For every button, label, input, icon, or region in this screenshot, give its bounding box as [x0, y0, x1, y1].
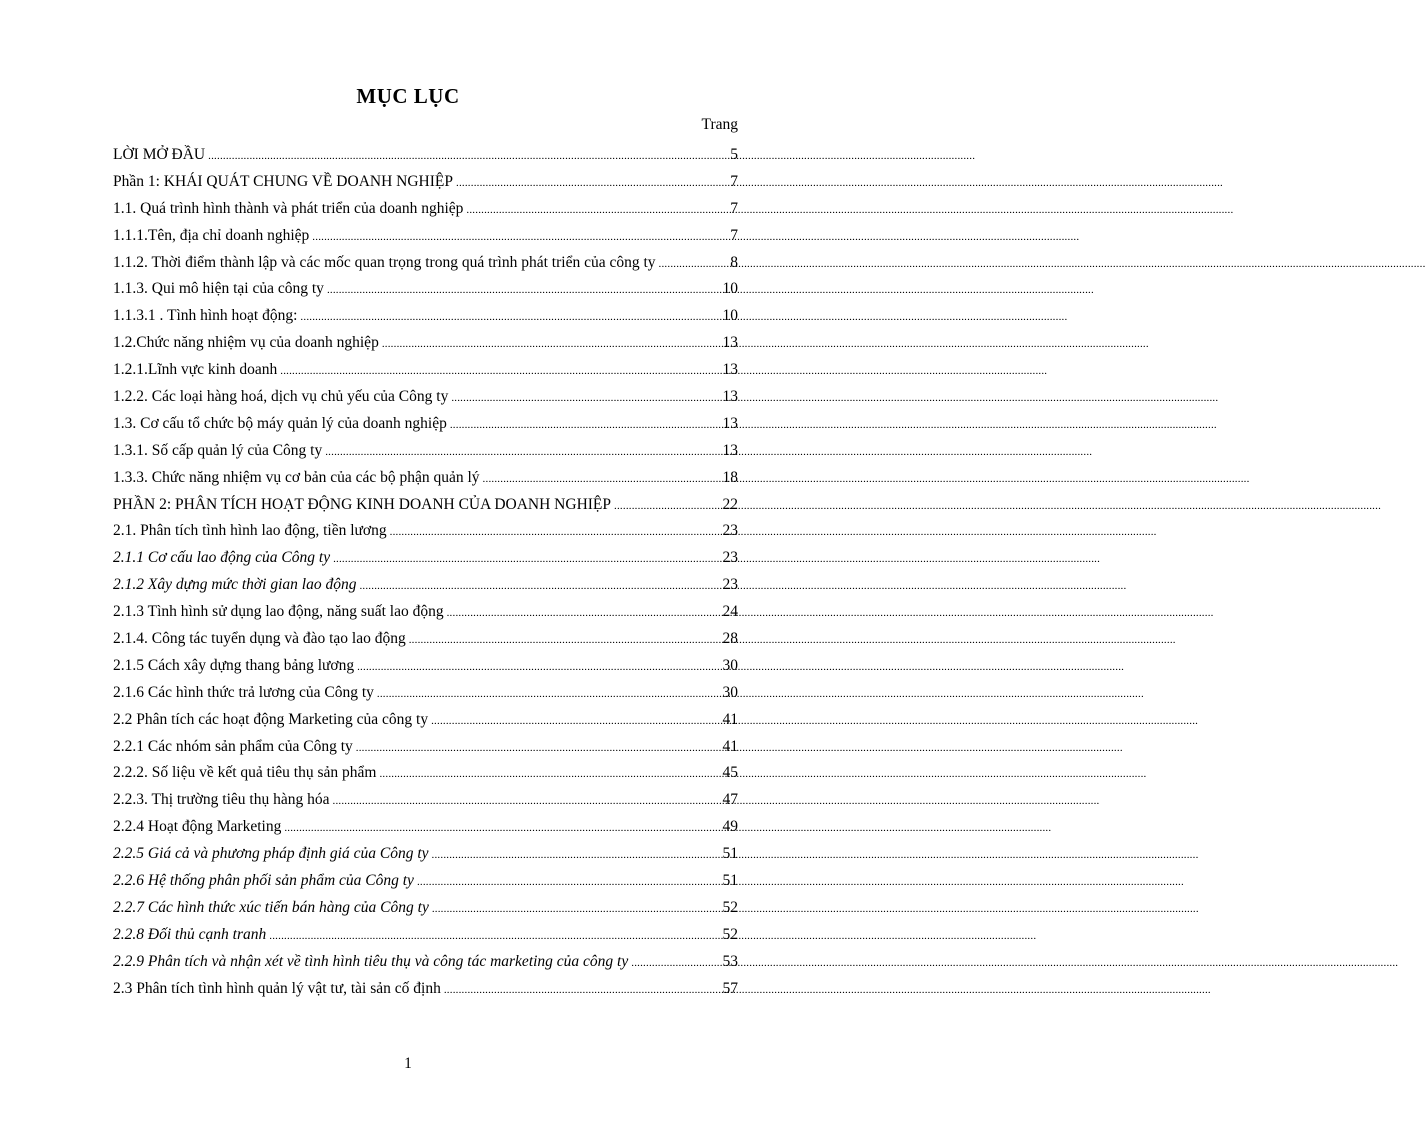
table-of-contents	[113, 142, 738, 1003]
toc-entry-page: 49	[722, 818, 738, 836]
toc-entry-title: 2.2 Phân tích các hoạt động Marketing của công ty	[113, 710, 429, 728]
toc-entry[interactable]	[113, 196, 738, 223]
toc-entry[interactable]	[113, 142, 738, 169]
dot-leader	[377, 681, 716, 708]
toc-entry-title: 2.1.2 Xây dựng mức thời gian lao động	[113, 576, 357, 594]
toc-entry-page: 10	[722, 307, 738, 325]
toc-entry-page: 28	[722, 630, 738, 648]
toc-entry-title: 1.1.3.1 . Tình hình hoạt động:	[113, 307, 298, 325]
toc-entry-page: 30	[722, 683, 738, 701]
toc-entry-page: 10	[722, 280, 738, 298]
dot-leader	[312, 224, 716, 251]
toc-entry-page: 8	[730, 253, 738, 271]
toc-entry[interactable]	[113, 841, 738, 868]
toc-entry-title: 1.1.2. Thời điểm thành lập và các mốc quan trọng trong quá trình phát triển của công ty	[113, 253, 656, 271]
toc-entry[interactable]	[113, 976, 738, 1003]
dot-leader	[451, 385, 716, 412]
toc-entry-page: 23	[722, 522, 738, 540]
toc-entry-page: 7	[730, 226, 738, 244]
dot-leader	[357, 654, 716, 681]
toc-entry-page: 51	[722, 845, 738, 863]
toc-entry[interactable]	[113, 411, 738, 438]
toc-entry-page: 47	[722, 791, 738, 809]
toc-entry-page: 23	[722, 549, 738, 567]
toc-entry-title: 2.2.8 Đối thủ cạnh tranh	[113, 925, 267, 943]
dot-leader	[431, 708, 716, 735]
toc-entry-page: 5	[730, 146, 738, 163]
toc-entry[interactable]	[113, 787, 738, 814]
dot-leader	[333, 546, 716, 573]
page-number: 1	[404, 1055, 412, 1072]
toc-entry[interactable]	[113, 814, 738, 841]
toc-entry-title: LỜI MỞ ĐẦU	[113, 146, 206, 163]
dot-leader	[208, 143, 716, 170]
toc-entry-page: 13	[722, 388, 738, 406]
toc-entry[interactable]	[113, 465, 738, 492]
toc-entry-page: 13	[722, 414, 738, 432]
toc-entry-title: 1.3.3. Chức năng nhiệm vụ cơ bản của các bộ phận quản lý	[113, 468, 480, 486]
toc-entry-title: PHẦN 2: PHÂN TÍCH HOẠT ĐỘNG KINH DOANH CỦA DOANH NGHIỆP	[113, 495, 612, 513]
toc-entry[interactable]	[113, 518, 738, 545]
dot-leader	[417, 869, 716, 896]
toc-entry[interactable]	[113, 922, 738, 949]
toc-entry-title: 1.2.1.Lĩnh vực kinh doanh	[113, 361, 278, 379]
dot-leader	[614, 493, 716, 520]
dot-leader	[631, 950, 716, 977]
toc-entry-title: 2.1.3 Tình hình sử dụng lao động, năng suất lao động	[113, 603, 444, 621]
toc-entry-title: 2.1. Phân tích tình hình lao động, tiền lương	[113, 522, 387, 540]
toc-entry[interactable]	[113, 545, 738, 572]
dot-leader	[659, 251, 716, 278]
dot-leader	[327, 277, 716, 304]
toc-entry-title: 2.2.6 Hệ thống phân phối sản phẩm của Công ty	[113, 872, 414, 890]
toc-entry[interactable]	[113, 626, 738, 653]
toc-entry[interactable]	[113, 707, 738, 734]
toc-entry[interactable]	[113, 357, 738, 384]
toc-entry-title: 2.2.5 Giá cả và phương pháp định giá của Công ty	[113, 845, 429, 863]
toc-entry-page: 24	[722, 603, 738, 621]
toc-entry[interactable]	[113, 250, 738, 277]
toc-entry-page: 41	[722, 710, 738, 728]
dot-leader	[269, 923, 716, 950]
toc-entry[interactable]	[113, 276, 738, 303]
dot-leader	[409, 627, 716, 654]
toc-entry[interactable]	[113, 895, 738, 922]
toc-entry-title: 2.1.5 Cách xây dựng thang bảng lương	[113, 656, 355, 674]
toc-entry-page: 22	[722, 495, 738, 513]
dot-leader	[359, 573, 716, 600]
toc-entry-page: 41	[722, 737, 738, 755]
toc-entry-title: 2.2.4 Hoạt động Marketing	[113, 818, 282, 836]
dot-leader	[284, 815, 716, 842]
toc-entry[interactable]	[113, 223, 738, 250]
toc-entry-page: 45	[722, 764, 738, 782]
toc-entry[interactable]	[113, 599, 738, 626]
page-title: MỤC LỤC	[356, 84, 460, 108]
toc-entry[interactable]	[113, 303, 738, 330]
dot-leader	[432, 896, 716, 923]
dot-leader	[444, 977, 716, 1004]
toc-entry-page: 52	[722, 898, 738, 916]
toc-entry[interactable]	[113, 734, 738, 761]
toc-entry[interactable]	[113, 330, 738, 357]
dot-leader	[379, 761, 716, 788]
toc-entry-title: 1.1. Quá trình hình thành và phát triển của doanh nghiệp	[113, 199, 464, 217]
toc-entry-title: 1.2.2. Các loại hàng hoá, dịch vụ chủ yếu của Công ty	[113, 388, 449, 406]
toc-entry-title: 2.2.3. Thị trường tiêu thụ hàng hóa	[113, 791, 330, 809]
toc-entry[interactable]	[113, 492, 738, 519]
toc-entry-title: 1.1.3. Qui mô hiện tại của công ty	[113, 280, 324, 298]
dot-leader	[280, 358, 716, 385]
toc-entry-title: 1.1.1.Tên, địa chỉ doanh nghiệp	[113, 226, 310, 244]
dot-leader	[432, 842, 716, 869]
toc-entry[interactable]	[113, 760, 738, 787]
toc-entry[interactable]	[113, 868, 738, 895]
dot-leader	[300, 304, 716, 331]
toc-entry-page: 13	[722, 334, 738, 352]
toc-entry-title: 2.1.4. Công tác tuyển dụng và đào tạo lao động	[113, 630, 406, 648]
dot-leader	[356, 735, 716, 762]
toc-entry-title: 1.3. Cơ cấu tổ chức bộ máy quản lý của doanh nghiệp	[113, 414, 447, 432]
toc-entry-title: 2.1.1 Cơ cấu lao động của Công ty	[113, 549, 331, 567]
dot-leader	[456, 170, 716, 197]
toc-entry[interactable]	[113, 384, 738, 411]
toc-entry[interactable]	[113, 169, 738, 196]
toc-entry-page: 18	[722, 468, 738, 486]
toc-entry-title: 1.2.Chức năng nhiệm vụ của doanh nghiệp	[113, 334, 379, 352]
toc-entry[interactable]	[113, 438, 738, 465]
toc-entry-title: Phần 1: KHÁI QUÁT CHUNG VỀ DOANH NGHIỆP	[113, 172, 453, 190]
toc-entry-page: 13	[722, 361, 738, 379]
toc-entry[interactable]	[113, 653, 738, 680]
dot-leader	[325, 439, 716, 466]
dot-leader	[466, 197, 716, 224]
dot-leader	[382, 331, 716, 358]
toc-entry-page: 23	[722, 576, 738, 594]
toc-entry-page: 7	[730, 172, 738, 190]
toc-entry-page: 13	[722, 441, 738, 459]
toc-entry-page: 57	[722, 979, 738, 997]
toc-entry-page: 30	[722, 656, 738, 674]
toc-entry-page: 7	[730, 199, 738, 217]
toc-entry[interactable]	[113, 680, 738, 707]
toc-entry-title: 2.2.2. Số liệu về kết quả tiêu thụ sản phẩm	[113, 764, 377, 782]
toc-entry-title: 2.2.9 Phân tích và nhận xét về tình hình tiêu thụ và công tác marketing của công ty	[113, 952, 629, 970]
toc-entry-title: 2.3 Phân tích tình hình quản lý vật tư, tài sản cố định	[113, 979, 441, 997]
toc-entry-title: 1.3.1. Số cấp quản lý của Công ty	[113, 441, 323, 459]
dot-leader	[450, 412, 716, 439]
dot-leader	[483, 466, 716, 493]
toc-entry-page: 52	[722, 925, 738, 943]
dot-leader	[390, 519, 716, 546]
toc-entry[interactable]	[113, 949, 738, 976]
toc-entry-page: 53	[722, 952, 738, 970]
page-column-label: Trang	[701, 116, 738, 133]
toc-entry-page: 51	[722, 872, 738, 890]
toc-entry[interactable]	[113, 572, 738, 599]
dot-leader	[447, 600, 716, 627]
dot-leader	[333, 788, 717, 815]
toc-entry-title: 2.2.7 Các hình thức xúc tiến bán hàng của Công ty	[113, 898, 429, 916]
toc-entry-title: 2.2.1 Các nhóm sản phẩm của Công ty	[113, 737, 353, 755]
toc-entry-title: 2.1.6 Các hình thức trả lương của Công ty	[113, 683, 374, 701]
